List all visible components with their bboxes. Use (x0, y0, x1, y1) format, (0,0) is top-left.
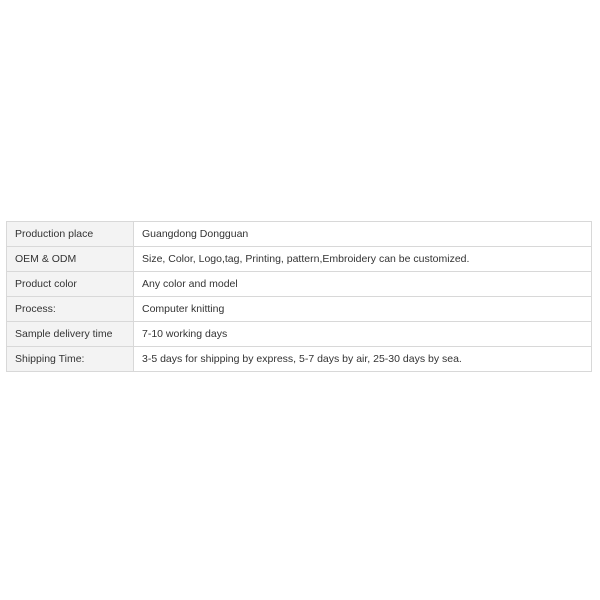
row-value: 7-10 working days (134, 322, 592, 347)
row-value: Computer knitting (134, 297, 592, 322)
row-value: Any color and model (134, 272, 592, 297)
table-row-shipping-time (7, 347, 592, 372)
row-label: Sample delivery time (7, 322, 134, 347)
row-value: Size, Color, Logo,tag, Printing, pattern,Embroidery can be customized. (134, 247, 592, 272)
row-value: Guangdong Dongguan (134, 222, 592, 247)
table-row-oem-odm (7, 247, 592, 272)
row-label: Shipping Time: (7, 347, 134, 372)
product-spec-table (6, 221, 592, 372)
row-value: 3-5 days for shipping by express, 5-7 days by air, 25-30 days by sea. (134, 347, 592, 372)
table-row-production-place (7, 222, 592, 247)
row-label: Process: (7, 297, 134, 322)
table-row-sample-delivery-time (7, 322, 592, 347)
row-label: OEM & ODM (7, 247, 134, 272)
table-row-product-color (7, 272, 592, 297)
row-label: Product color (7, 272, 134, 297)
row-label: Production place (7, 222, 134, 247)
table-row-process (7, 297, 592, 322)
